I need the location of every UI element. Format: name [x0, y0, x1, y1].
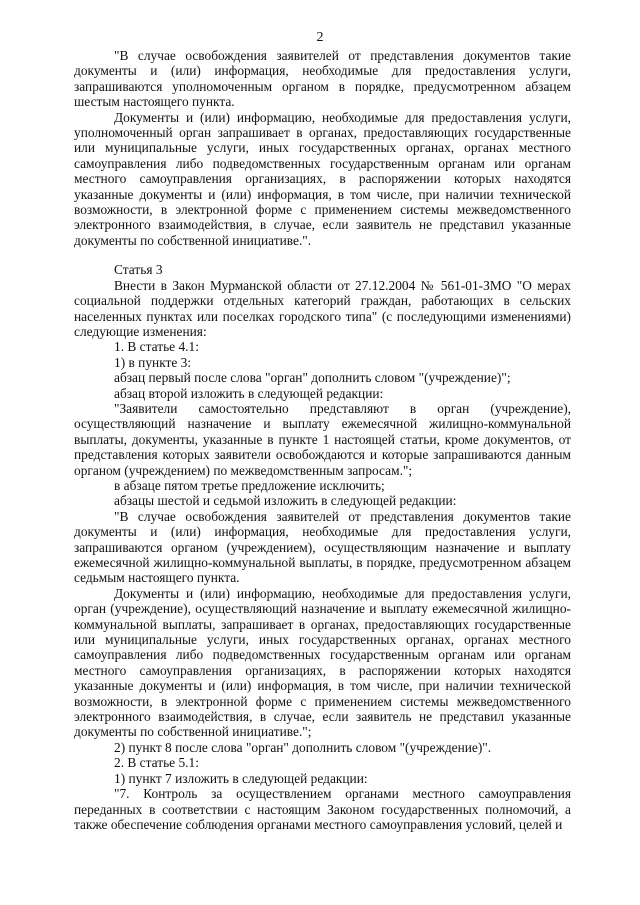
paragraph-1: "В случае освобождения заявителей от представления документов такие документы и (или) информация, необходимые для предоставления услуги, запрашиваются уполномоченным органом в порядке, предусмотренном абзацем шестым настоящего пункта. — [74, 48, 571, 110]
quoted-documents-paragraph: Документы и (или) информацию, необходимые для предоставления услуги, орган (учреждение), осуществляющий назначение и выплату ежемесячной жилищно-коммунальной выплаты, запрашивает в органах, предоставляющих государственные или муниципальные услуги, иных государственных органах, органах местного самоуправления либо подведомственных государственным органам или органам местного самоуправления организациях, в распоряжении которых находятся указанные документы и (или) информация, в том числе, при наличии технической возможности, в электронной форме с применением системы межведомственного электронного взаимодействия, в случае, если заявитель не представил указанные документы по собственной инициативе."; — [74, 585, 571, 740]
item-article-5-1: 2. В статье 5.1: — [114, 755, 199, 771]
item-article-4-1: 1. В статье 4.1: — [114, 339, 199, 355]
amendment-sixth-seventh: абзацы шестой и седьмой изложить в следующей редакции: — [114, 493, 457, 509]
subitem-point-8: 2) пункт 8 после слова "орган" дополнить словом "(учреждение)". — [114, 739, 492, 755]
amendment-fifth-paragraph: в абзаце пятом третье предложение исключить; — [114, 477, 385, 493]
document-body — [74, 48, 571, 832]
quoted-exemption-paragraph: "В случае освобождения заявителей от представления документов такие документы и (или) информация, необходимые для предоставления услуги, запрашиваются органом (учреждением), осуществляющим назначение и выплату ежемесячной жилищно-коммунальной выплаты, в порядке, предусмотренном абзацем седьмым настоящего пункта. — [74, 508, 571, 586]
subitem-point-3: 1) в пункте 3: — [114, 354, 192, 370]
quoted-applicants-paragraph: "Заявители самостоятельно представляют в орган (учреждение), осуществляющий назначение и выплату ежемесячной жилищно-коммунальной выплаты, документы, указанные в пункте 1 настоящей статьи, кроме документов, от представления которых заявители освобождаются и которые запрашиваются данным органом (учреждением) по межведомственным запросам."; — [74, 400, 571, 478]
article-heading: Статья 3 — [114, 262, 163, 278]
amendment-second-paragraph: абзац второй изложить в следующей редакции: — [114, 385, 384, 401]
paragraph-intro: Внести в Закон Мурманской области от 27.12.2004 № 561-01-ЗМО "О мерах социальной поддержки отдельных категорий граждан, работающих в сельских населенных пунктах или поселках городского типа" (с последующими изменениями) следующие изменения: — [74, 277, 571, 339]
quoted-control-paragraph: "7. Контроль за осуществлением органами местного самоуправления переданных в соответствии с настоящим Законом государственных полномочий, а также обеспечение соблюдения органами местного самоуправления условий, целей и — [74, 786, 571, 832]
paragraph-2: Документы и (или) информацию, необходимые для предоставления услуги, уполномоченный орган запрашивает в органах, предоставляющих государственные или муниципальные услуги, иных государственных органах, органах местного самоуправления либо подведомственных государственным органам или органам местного самоуправления организациях, в распоряжении которых находятся указанные документы и (или) информация, в том числе, при наличии технической возможности, в электронной форме с применением системы межведомственного электронного взаимодействия, в случае, если заявитель не представил указанные документы по собственной инициативе.". — [74, 109, 571, 248]
subitem-point-7: 1) пункт 7 изложить в следующей редакции: — [114, 770, 368, 786]
page-number: 2 — [316, 30, 324, 45]
amendment-first-paragraph: абзац первый после слова "орган" дополнить словом "(учреждение)"; — [114, 370, 511, 386]
